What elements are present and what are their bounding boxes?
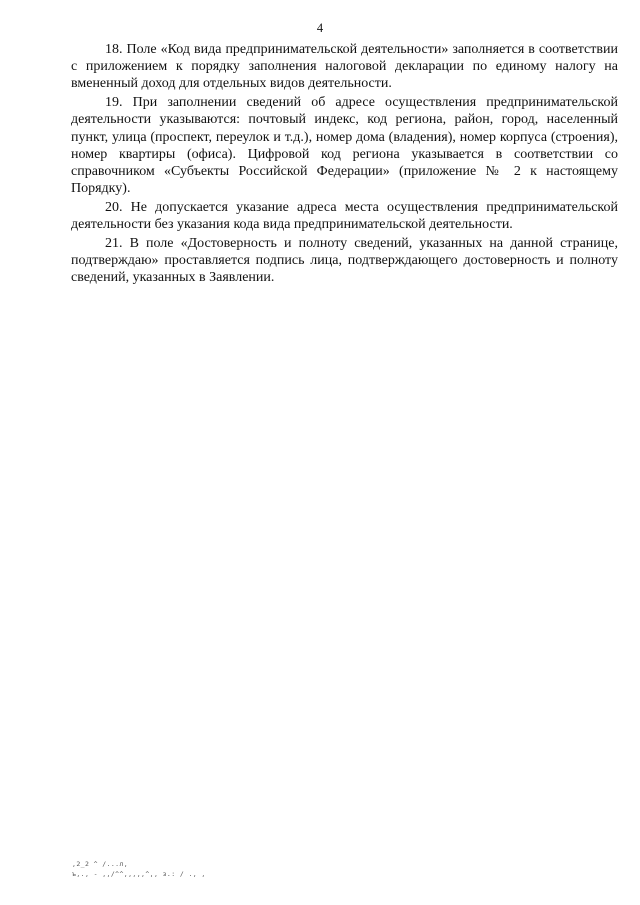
footer-stamp-line: ,2_2 ^ /...л, <box>72 860 129 868</box>
paragraph-19: 19. При заполнении сведений об адресе осуществления предпринимательской деятельности указываются: почтовый индекс, код региона, район, город, населенный пункт, улица (проспект, переулок и т.д.), номер дома (владения), номер корпуса (строения), номер квартиры (офиса). Цифровой код региона указывается в соответствии со справочником «Субъекты Российской Федерации» (приложение № 2 к настоящему Порядку). <box>71 95 618 197</box>
document-body <box>71 41 618 288</box>
footer-stamp <box>72 859 206 879</box>
footer-stamp-line: ъ,., - ,,/^^,,,,,^,, з.: / ., , <box>72 870 206 878</box>
paragraph-20: 20. Не допускается указание адреса места осуществления предпринимательской деятельности без указания кода вида предпринимательской деятельности. <box>71 199 618 233</box>
paragraph-18: 18. Поле «Код вида предпринимательской деятельности» заполняется в соответствии с приложением к порядку заполнения налоговой декларации по единому налогу на вмененный доход для отдельных видов деятельности. <box>71 42 618 92</box>
page-number: 4 <box>316 21 324 35</box>
paragraph-21: 21. В поле «Достоверность и полноту сведений, указанных на данной странице, подтверждаю» проставляется подпись лица, подтверждающего достоверность и полноту сведений, указанных в Заявлении. <box>71 235 618 286</box>
